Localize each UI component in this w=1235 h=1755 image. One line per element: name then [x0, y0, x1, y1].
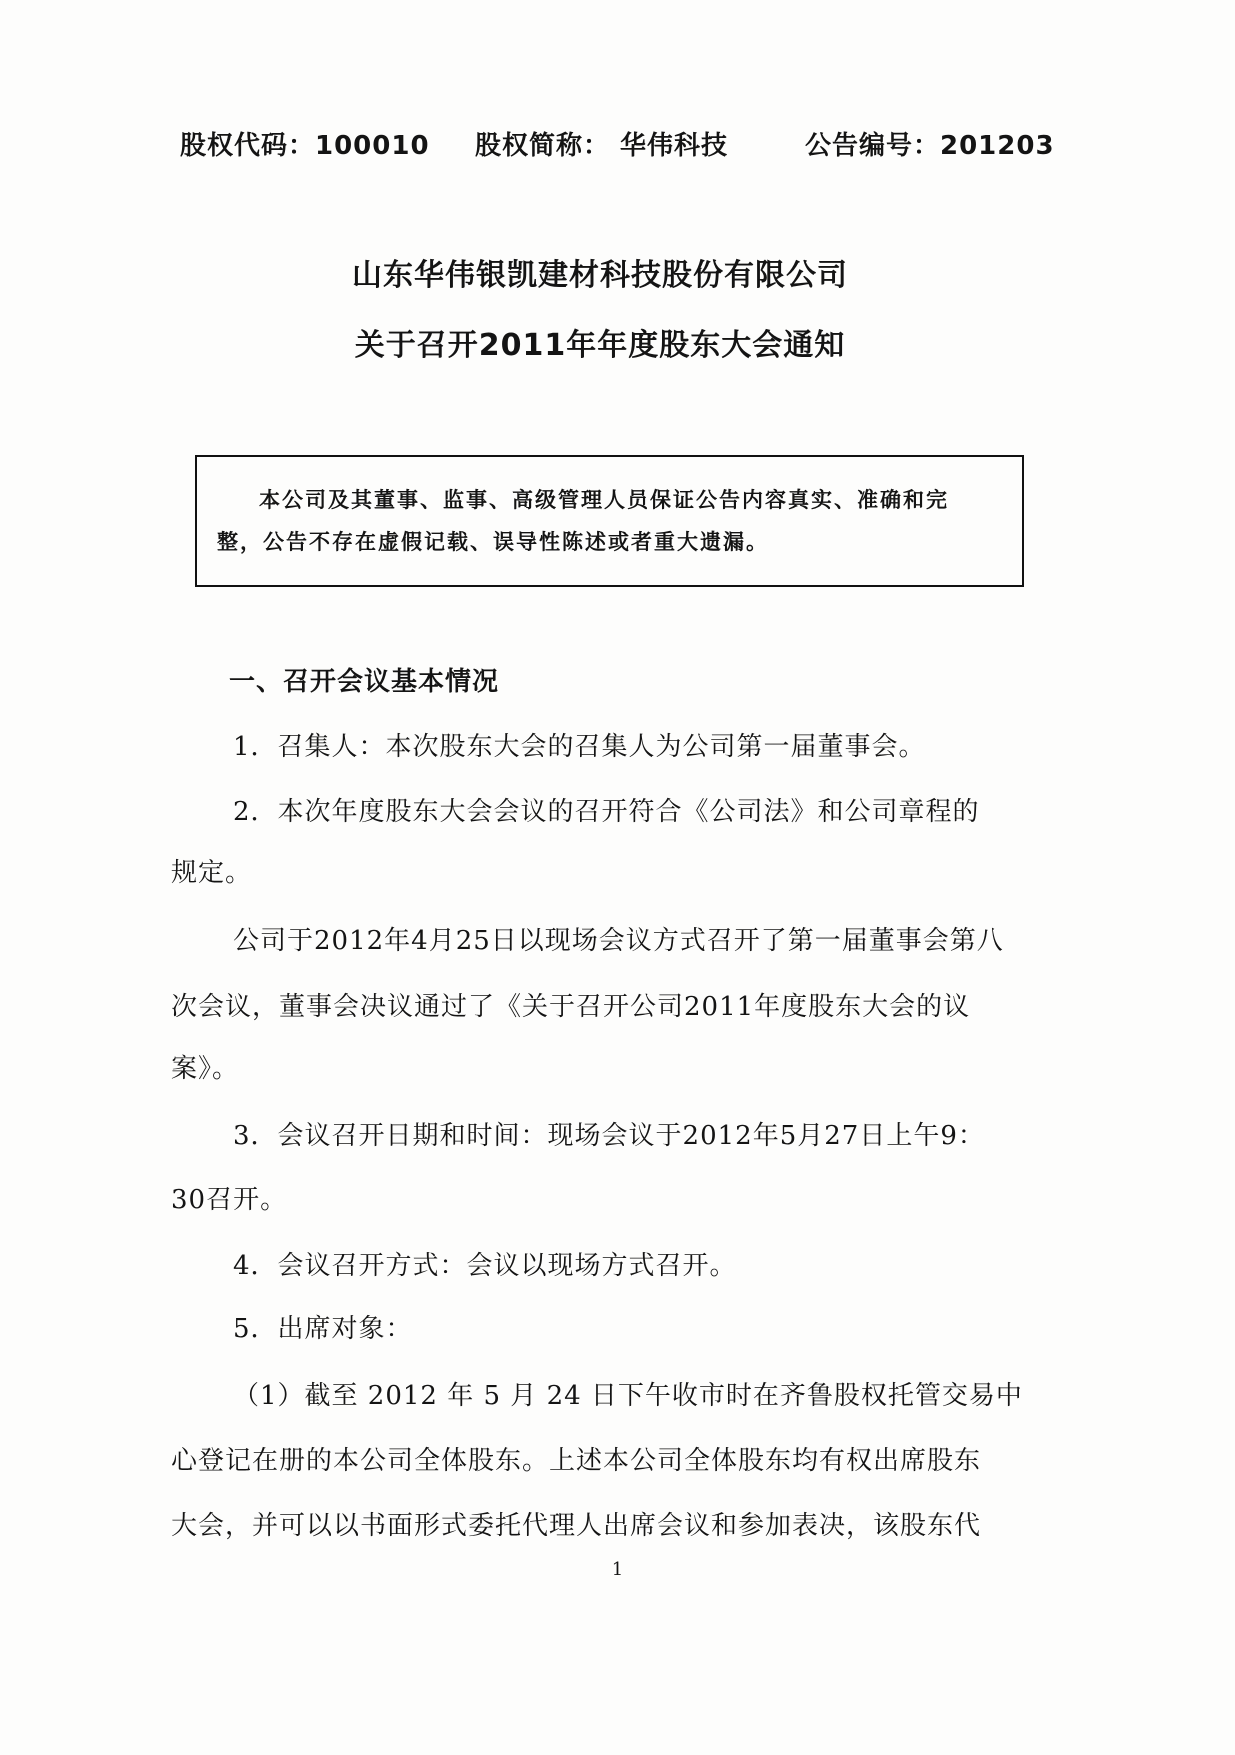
paragraph-line: 心登记在册的本公司全体股东。上述本公司全体股东均有权出席股东	[171, 1446, 982, 1476]
paragraph-line: 2．本次年度股东大会会议的召开符合《公司法》和公司章程的	[233, 797, 980, 827]
paragraph-line: 规定。	[171, 858, 253, 888]
paragraph-line: 30召开。	[171, 1185, 288, 1215]
announcement-number: 公告编号：201203	[805, 131, 1055, 161]
paragraph-line: 大会，并可以以书面形式委托代理人出席会议和参加表决，该股东代	[171, 1511, 982, 1541]
page-number: 1	[611, 1559, 624, 1580]
paragraph-line: 1．召集人：本次股东大会的召集人为公司第一届董事会。	[233, 732, 926, 762]
notice-title: 关于召开2011年年度股东大会通知	[354, 328, 846, 363]
guarantee-statement-box	[195, 455, 1024, 587]
section-heading: 一、召开会议基本情况	[229, 667, 500, 697]
guarantee-statement-line: 整，公告不存在虚假记载、误导性陈述或者重大遗漏。	[217, 530, 769, 554]
paragraph-line: 5．出席对象：	[233, 1314, 413, 1344]
paragraph-line: 3．会议召开日期和时间：现场会议于2012年5月27日上午9：	[233, 1121, 985, 1151]
company-name-title: 山东华伟银凯建材科技股份有限公司	[352, 258, 848, 293]
paragraph-line: 案》。	[171, 1054, 240, 1084]
stock-abbreviation: 股权简称： 华伟科技	[475, 131, 729, 161]
guarantee-statement-line: 本公司及其董事、监事、高级管理人员保证公告内容真实、准确和完	[259, 488, 949, 512]
paragraph-line: （1）截至 2012 年 5 月 24 日下午收市时在齐鲁股权托管交易中	[233, 1381, 1023, 1411]
stock-code: 股权代码：100010	[180, 131, 430, 161]
announcement-header	[180, 126, 1060, 166]
paragraph-line: 4．会议召开方式：会议以现场方式召开。	[233, 1251, 737, 1281]
paragraph-line: 公司于2012年4月25日以现场会议方式召开了第一届董事会第八	[233, 926, 1004, 956]
paragraph-line: 次会议，董事会决议通过了《关于召开公司2011年度股东大会的议	[171, 992, 971, 1022]
